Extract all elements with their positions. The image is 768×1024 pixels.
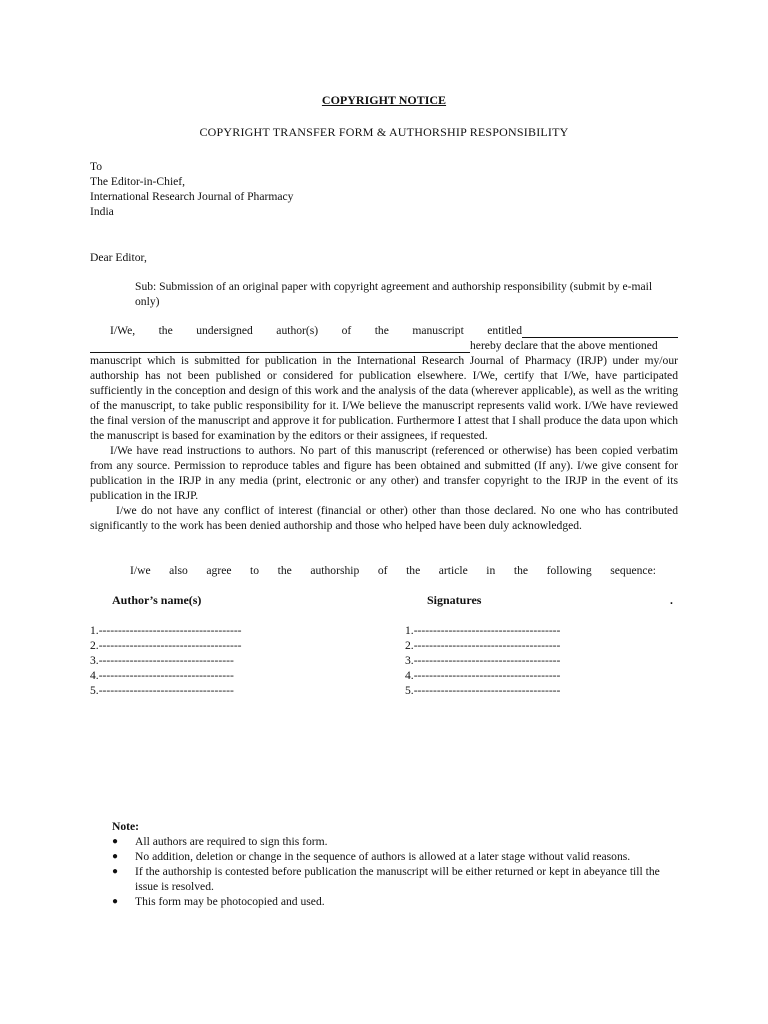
entitled-group (487, 324, 678, 337)
sequence-word: to (250, 564, 260, 577)
address-line: International Research Journal of Pharmacy (90, 190, 294, 203)
declaration-tail: hereby declare that the above mentioned (470, 339, 658, 352)
sequence-word: also (169, 564, 188, 577)
sequence-word: of (377, 564, 388, 577)
author-name-list (90, 623, 242, 698)
signature-field[interactable]: 1.-------------------------------------- (405, 624, 561, 637)
note-item (112, 864, 678, 894)
note-item (112, 849, 678, 864)
note-title: Note: (112, 820, 140, 833)
sequence-word: authorship (310, 564, 360, 577)
subject-line: Sub: Submission of an original paper with copyright agreement and authorship responsibility (submit by e-mail only) (135, 280, 653, 308)
note-text: This form may be photocopied and used. (135, 895, 325, 908)
sequence-word: article (438, 564, 468, 577)
address-line: India (90, 205, 114, 218)
bullet-icon: ● (112, 896, 119, 907)
author-name-field[interactable]: 4.----------------------------------- (90, 669, 234, 682)
declaration-word: the (158, 324, 173, 337)
note-text: No addition, deletion or change in the sequence of authors is allowed at a later stage without valid reasons. (135, 850, 631, 863)
declaration-word: author(s) (276, 324, 319, 337)
author-name-field[interactable]: 5.----------------------------------- (90, 684, 234, 697)
declaration-word: manuscript (412, 324, 464, 337)
declaration-word: entitled (487, 324, 523, 337)
recipient-address (90, 159, 293, 219)
signatures-column-header: Signatures (427, 593, 482, 607)
paragraph: manuscript which is submitted for publication in the International Research Journal of Pharmacy (IRJP) under my/our authorship has not been published or considered for publication elsewhere. I/We, certify that I/We, have participated sufficiently in the conception and design of this work and the analysis of the data (wherever applicable), as well as the writing of the manuscript, to take public responsibility for it. I/We believe the manuscript represents valid work. I/We have reviewed the final version of the manuscript and approve it for publication. Furthermore I attest that I shall produce the data upon which the manuscript is based for examination by the editors or their assignees, if requested. (90, 354, 678, 442)
signature-list (405, 623, 560, 698)
declaration-word: the (374, 324, 389, 337)
sequence-word: agree (206, 564, 232, 577)
signature-field[interactable]: 4.-------------------------------------- (405, 669, 561, 682)
sequence-word: sequence: (610, 564, 656, 577)
bullet-icon: ● (112, 836, 119, 847)
author-name-field[interactable]: 2.------------------------------------- (90, 639, 242, 652)
declaration-line-2 (90, 338, 678, 353)
sequence-word: in (486, 564, 496, 577)
form-subtitle: COPYRIGHT TRANSFER FORM & AUTHORSHIP RESPONSIBILITY (199, 125, 569, 139)
paragraph: I/We have read instructions to authors. No part of this manuscript (referenced or otherwise) has been copied verbatim from any source. Permission to reproduce tables and figure has been obtained and submitted (If any). I/we give consent for publication in the IRJP in any media (print, electronic or any other) and transfer copyright to the IRJP in the event of its publication in the IRJP. (90, 444, 678, 502)
manuscript-title-blank[interactable] (522, 324, 678, 338)
sequence-statement (130, 563, 656, 578)
manuscript-title-blank-continued[interactable] (90, 339, 470, 353)
note-list (112, 834, 678, 909)
declaration-body (90, 353, 678, 533)
author-name-field[interactable]: 1.------------------------------------- (90, 624, 242, 637)
paragraph: I/we do not have any conflict of interest (financial or other) other than those declared. No one who has contributed significantly to the work has been denied authorship and those who helped have been duly acknowledged. (90, 504, 678, 532)
declaration-word: undersigned (196, 324, 253, 337)
document-page (90, 0, 678, 1024)
note-item (112, 834, 678, 849)
note-item (112, 894, 678, 909)
sequence-word: the (406, 564, 421, 577)
address-line: The Editor-in-Chief, (90, 175, 186, 188)
signature-field[interactable]: 5.-------------------------------------- (405, 684, 561, 697)
salutation: Dear Editor, (90, 251, 147, 264)
bullet-icon: ● (112, 866, 119, 877)
document-title: COPYRIGHT NOTICE (321, 93, 447, 107)
sequence-word: following (546, 564, 592, 577)
signature-field[interactable]: 2.-------------------------------------- (405, 639, 561, 652)
note-text: All authors are required to sign this form. (135, 835, 328, 848)
note-section (112, 819, 678, 909)
note-text: If the authorship is contested before publication the manuscript will be either returned or kept in abeyance till the issue is resolved. (135, 865, 660, 893)
declaration-word: I/We, (110, 324, 136, 337)
bullet-icon: ● (112, 851, 119, 862)
declaration-word: of (341, 324, 352, 337)
sequence-word: the (277, 564, 292, 577)
sequence-word: I/we (130, 564, 151, 577)
declaration-line-1 (110, 323, 678, 338)
signature-field[interactable]: 3.-------------------------------------- (405, 654, 561, 667)
authors-column-header: Author’s name(s) (112, 593, 202, 607)
address-line: To (90, 160, 103, 173)
trailing-dot: . (670, 594, 673, 607)
sequence-word: the (513, 564, 529, 577)
author-name-field[interactable]: 3.----------------------------------- (90, 654, 234, 667)
